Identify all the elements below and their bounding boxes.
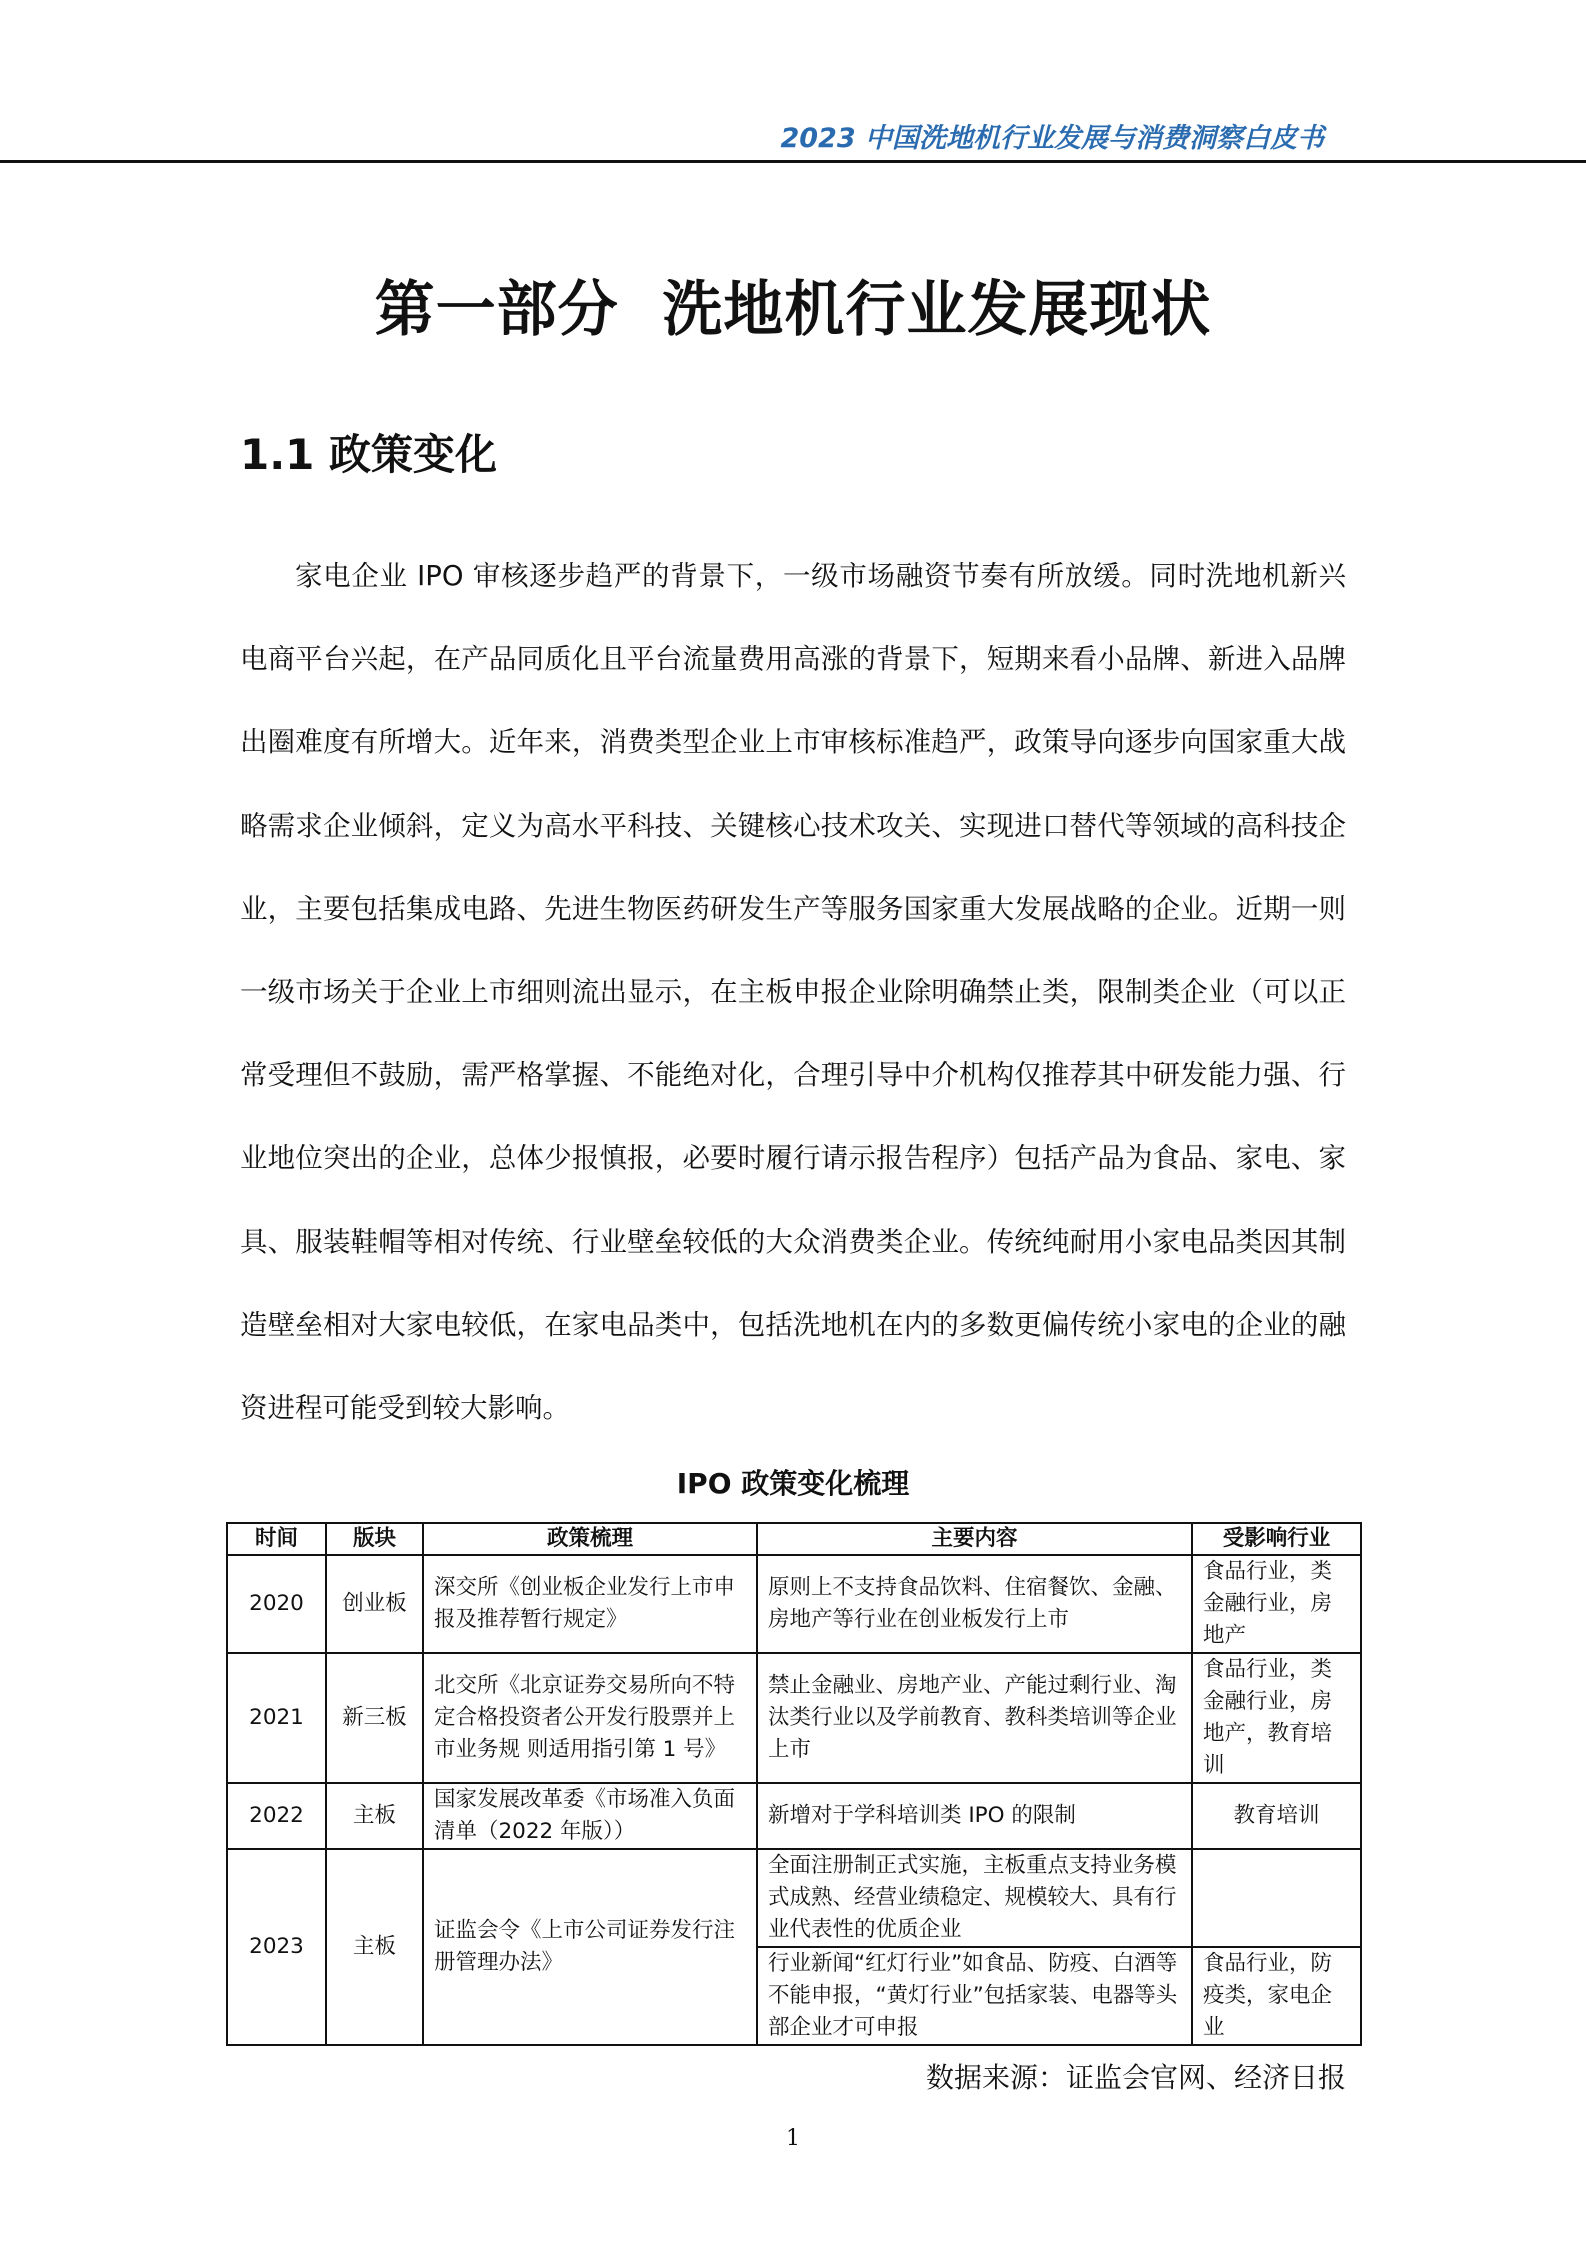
body-paragraph: 家电企业 IPO 审核逐步趋严的背景下，一级市场融资节奏有所放缓。同时洗地机新兴电商平台兴起，在产品同质化且平台流量费用高涨的背景下，短期来看小品牌、新进入品牌出圈难度有所增大。近年来，消费类型企业上市审核标准趋严，政策导向逐步向国家重大战略需求企业倾斜，定义为高水平科技、关键核心技术攻关、实现进口替代等领域的高科技企业，主要包括集成电路、先进生物医药研发生产等服务国家重大发展战略的企业。近期一则一级市场关于企业上市细则流出显示，在主板申报企业除明确禁止类，限制类企业（可以正常受理但不鼓励，需严格掌握、不能绝对化，合理引导中介机构仅推荐其中研发能力强、行业地位突出的企业，总体少报慎报，必要时履行请示报告程序）包括产品为食品、家电、家具、服装鞋帽等相对传统、行业壁垒较低的大众消费类企业。传统纯耐用小家电品类因其制造壁垒相对大家电较低，在家电品类中，包括洗地机在内的多数更偏传统小家电的企业的融资进程可能受到较大影响。 [240,560,1346,1425]
content-flow [226,535,1360,2151]
year-cell: 2021 [227,1653,326,1783]
table-caption: IPO 政策变化梳理 [676,1467,910,1501]
content-cell: 行业新闻“红灯行业”如食品、防疫、白酒等不能申报，“黄灯行业”包括家装、电器等头部企业才可申报 [757,1947,1192,2045]
industry-cell: 食品行业，类金融行业，房地产 [1192,1555,1361,1653]
table-row [227,1783,1361,1849]
year-cell: 2023 [227,1849,326,2045]
content-cell: 原则上不支持食品饮料、住宿餐饮、金融、房地产等行业在创业板发行上市 [757,1555,1192,1653]
industry-cell: 教育培训 [1192,1783,1361,1849]
policy-cell: 北交所《北京证券交易所向不特定合格投资者公开发行股票并上市业务规 则适用指引第 1 号》 [423,1653,757,1783]
year-cell: 2020 [227,1555,326,1653]
content-cell: 禁止金融业、房地产业、产能过剩行业、淘汰类行业以及学前教育、教科类培训等企业上市 [757,1653,1192,1783]
board-cell: 新三板 [326,1653,423,1783]
header-cell: 受影响行业 [1192,1523,1361,1555]
header-cell: 时间 [227,1523,326,1555]
year-cell: 2022 [227,1783,326,1849]
page-number: 1 [786,2126,800,2152]
header-cell: 政策梳理 [423,1523,757,1555]
header-divider [0,160,1586,163]
header-cell: 主要内容 [757,1523,1192,1555]
table-row [227,1849,1361,1947]
industry-cell: 食品行业，类金融行业，房地产，教育培训 [1192,1653,1361,1783]
data-source: 数据来源：证监会官网、经济日报 [925,2061,1346,2095]
policy-cell: 国家发展改革委《市场准入负面清单（2022 年版）） [423,1783,757,1849]
board-cell: 主板 [326,1783,423,1849]
table-row [227,1555,1361,1653]
policy-cell: 证监会令《上市公司证券发行注册管理办法》 [423,1849,757,2045]
content-cell: 新增对于学科培训类 IPO 的限制 [757,1783,1192,1849]
ipo-policy-table [226,1522,1362,2046]
board-cell: 创业板 [326,1555,423,1653]
policy-cell: 深交所《创业板企业发行上市申报及推荐暂行规定》 [423,1555,757,1653]
part-title: 第一部分 洗地机行业发展现状 [374,275,1212,345]
section-title: 1.1 政策变化 [240,430,498,479]
running-header: 2023 中国洗地机行业发展与消费洞察白皮书 [780,123,1324,154]
industry-cell-empty [1192,1849,1361,1947]
table-header-row [227,1523,1361,1555]
header-cell: 版块 [326,1523,423,1555]
board-cell: 主板 [326,1849,423,2045]
table-row [227,1653,1361,1783]
industry-cell: 食品行业，防疫类，家电企业 [1192,1947,1361,2045]
content-cell: 全面注册制正式实施，主板重点支持业务模式成熟、经营业绩稳定、规模较大、具有行业代表性的优质企业 [757,1849,1192,1947]
